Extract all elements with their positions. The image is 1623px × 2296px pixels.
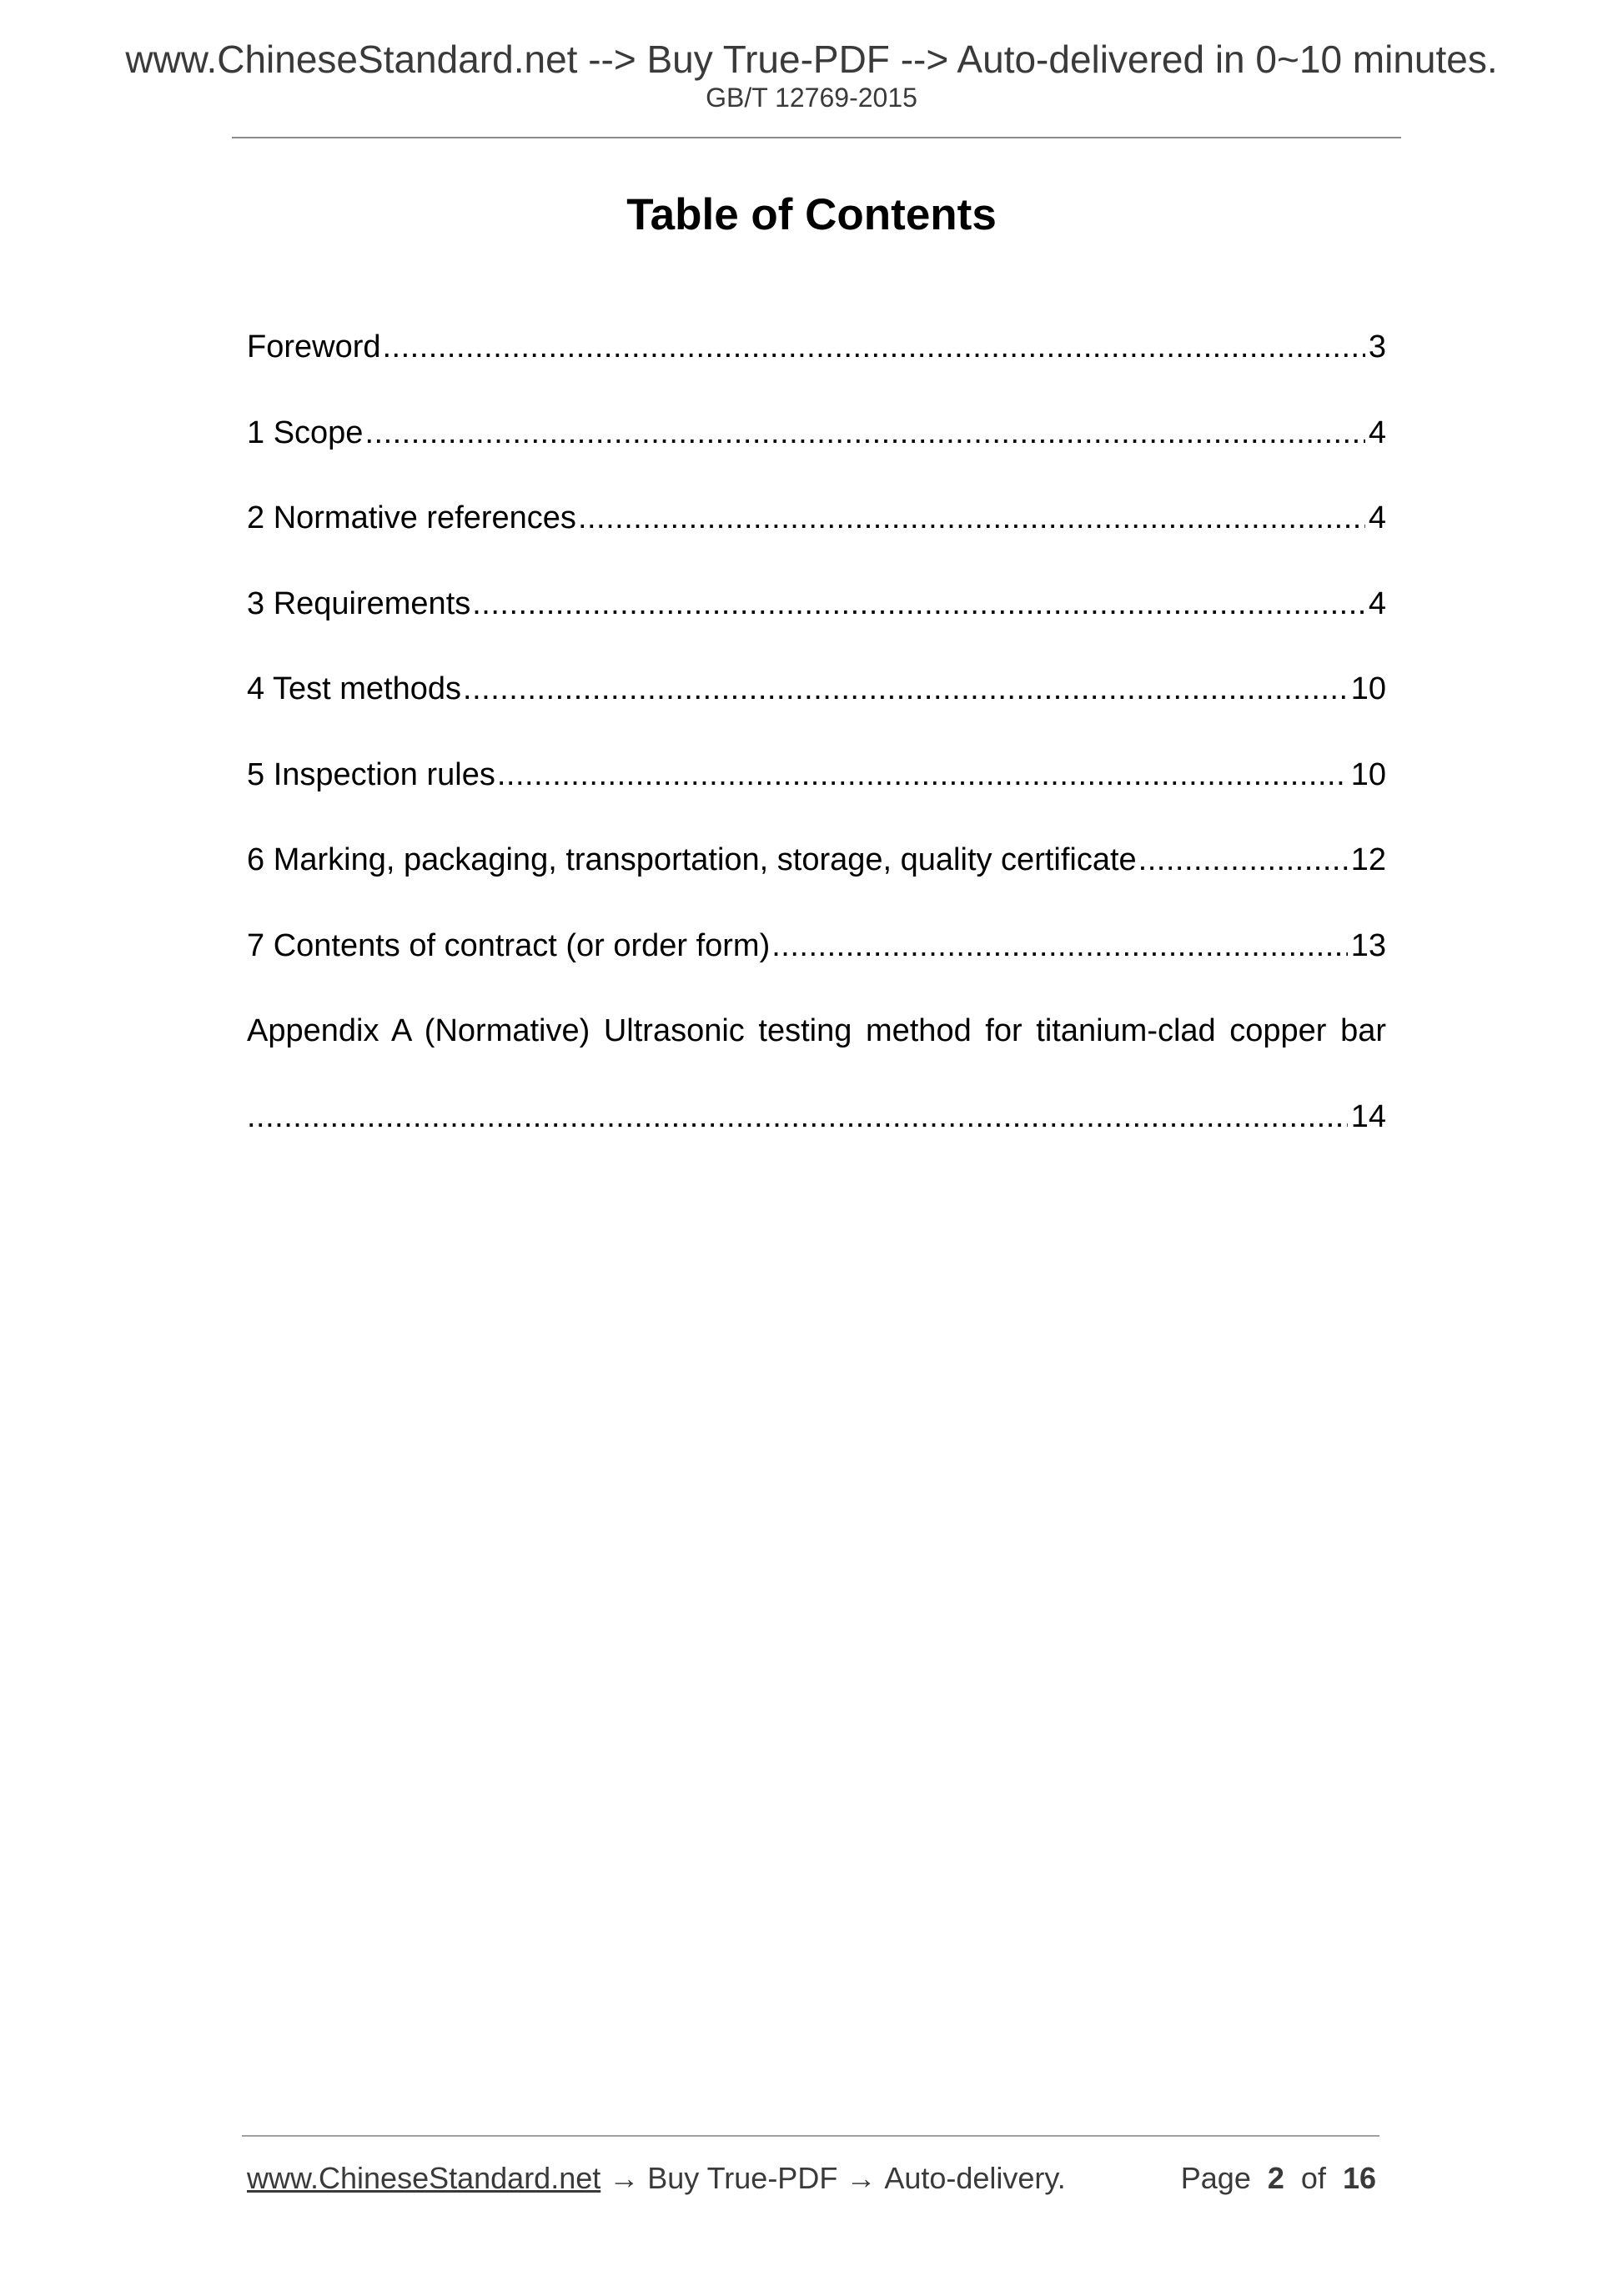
right-arrow-icon: →: [609, 2161, 640, 2195]
toc-entry-inspection-rules[interactable]: [247, 755, 1386, 841]
toc-entry-label: 2 Normative references: [247, 500, 576, 535]
toc-entry-marking-packaging[interactable]: [247, 840, 1386, 926]
page-word: Page: [1180, 2161, 1251, 2195]
dot-leader: [463, 669, 1348, 709]
dot-leader: [364, 413, 1364, 453]
footer-site-link[interactable]: www.ChineseStandard.net: [247, 2161, 601, 2195]
toc-entry-label: 4 Test methods: [247, 671, 462, 706]
toc-entry-label: 3 Requirements: [247, 585, 471, 621]
dot-leader: [771, 926, 1347, 966]
toc-entry-scope[interactable]: [247, 413, 1386, 499]
toc-title: Table of Contents: [626, 190, 997, 239]
toc-entry-normative-references[interactable]: [247, 498, 1386, 584]
toc-entry-page: 4: [1368, 500, 1386, 535]
toc-entry-label: Appendix A (Normative) Ultrasonic testing method for titanium-clad copper bar: [247, 1013, 1386, 1048]
toc-entry-test-methods[interactable]: [247, 669, 1386, 755]
footer-left: [247, 2158, 1066, 2198]
dot-leader: [497, 755, 1348, 795]
current-page-number: 2: [1267, 2161, 1284, 2195]
toc-entry-contents-of-contract[interactable]: [247, 926, 1386, 1012]
toc-entry-foreword[interactable]: [247, 327, 1386, 413]
of-word: of: [1300, 2161, 1326, 2195]
footer-delivery-text: Auto-delivery.: [884, 2161, 1066, 2195]
toc-entry-page: 4: [1368, 585, 1386, 621]
toc-list: [247, 327, 1386, 1182]
document-id: GB/T 12769-2015: [706, 83, 917, 113]
dot-leader: [247, 1097, 1348, 1137]
toc-entry-label: 5 Inspection rules: [247, 756, 495, 792]
toc-entry-appendix-a[interactable]: [247, 1011, 1386, 1182]
dot-leader: [578, 498, 1365, 538]
toc-entry-page: 3: [1368, 329, 1386, 364]
dot-leader: [472, 584, 1365, 624]
toc-entry-label: 6 Marking, packaging, transportation, storage, quality certificate: [247, 842, 1137, 877]
dot-leader: [1138, 840, 1348, 880]
header-rule: [232, 137, 1401, 138]
toc-entry-continuation: [247, 1097, 1386, 1183]
total-pages-number: 16: [1342, 2161, 1376, 2195]
toc-entry-label: 1 Scope: [247, 414, 364, 450]
dot-leader: [383, 327, 1365, 367]
toc-entry-label: 7 Contents of contract (or order form): [247, 927, 771, 963]
header-banner: www.ChineseStandard.net --> Buy True-PDF --> Auto-delivered in 0~10 minutes.: [125, 38, 1498, 81]
toc-entry-page: 4: [1368, 414, 1386, 450]
footer-rule: [242, 2135, 1379, 2137]
toc-entry-requirements[interactable]: [247, 584, 1386, 670]
toc-entry-page: 12: [1350, 842, 1386, 877]
page-indicator: [1181, 2158, 1376, 2198]
toc-entry-page: 13: [1350, 927, 1386, 963]
right-arrow-icon: →: [846, 2161, 877, 2195]
toc-entry-page: 14: [1350, 1098, 1386, 1134]
toc-entry-page: 10: [1350, 671, 1386, 706]
footer-buy-text: Buy True-PDF: [647, 2161, 838, 2195]
toc-entry-label: Foreword: [247, 329, 381, 364]
toc-entry-page: 10: [1350, 756, 1386, 792]
